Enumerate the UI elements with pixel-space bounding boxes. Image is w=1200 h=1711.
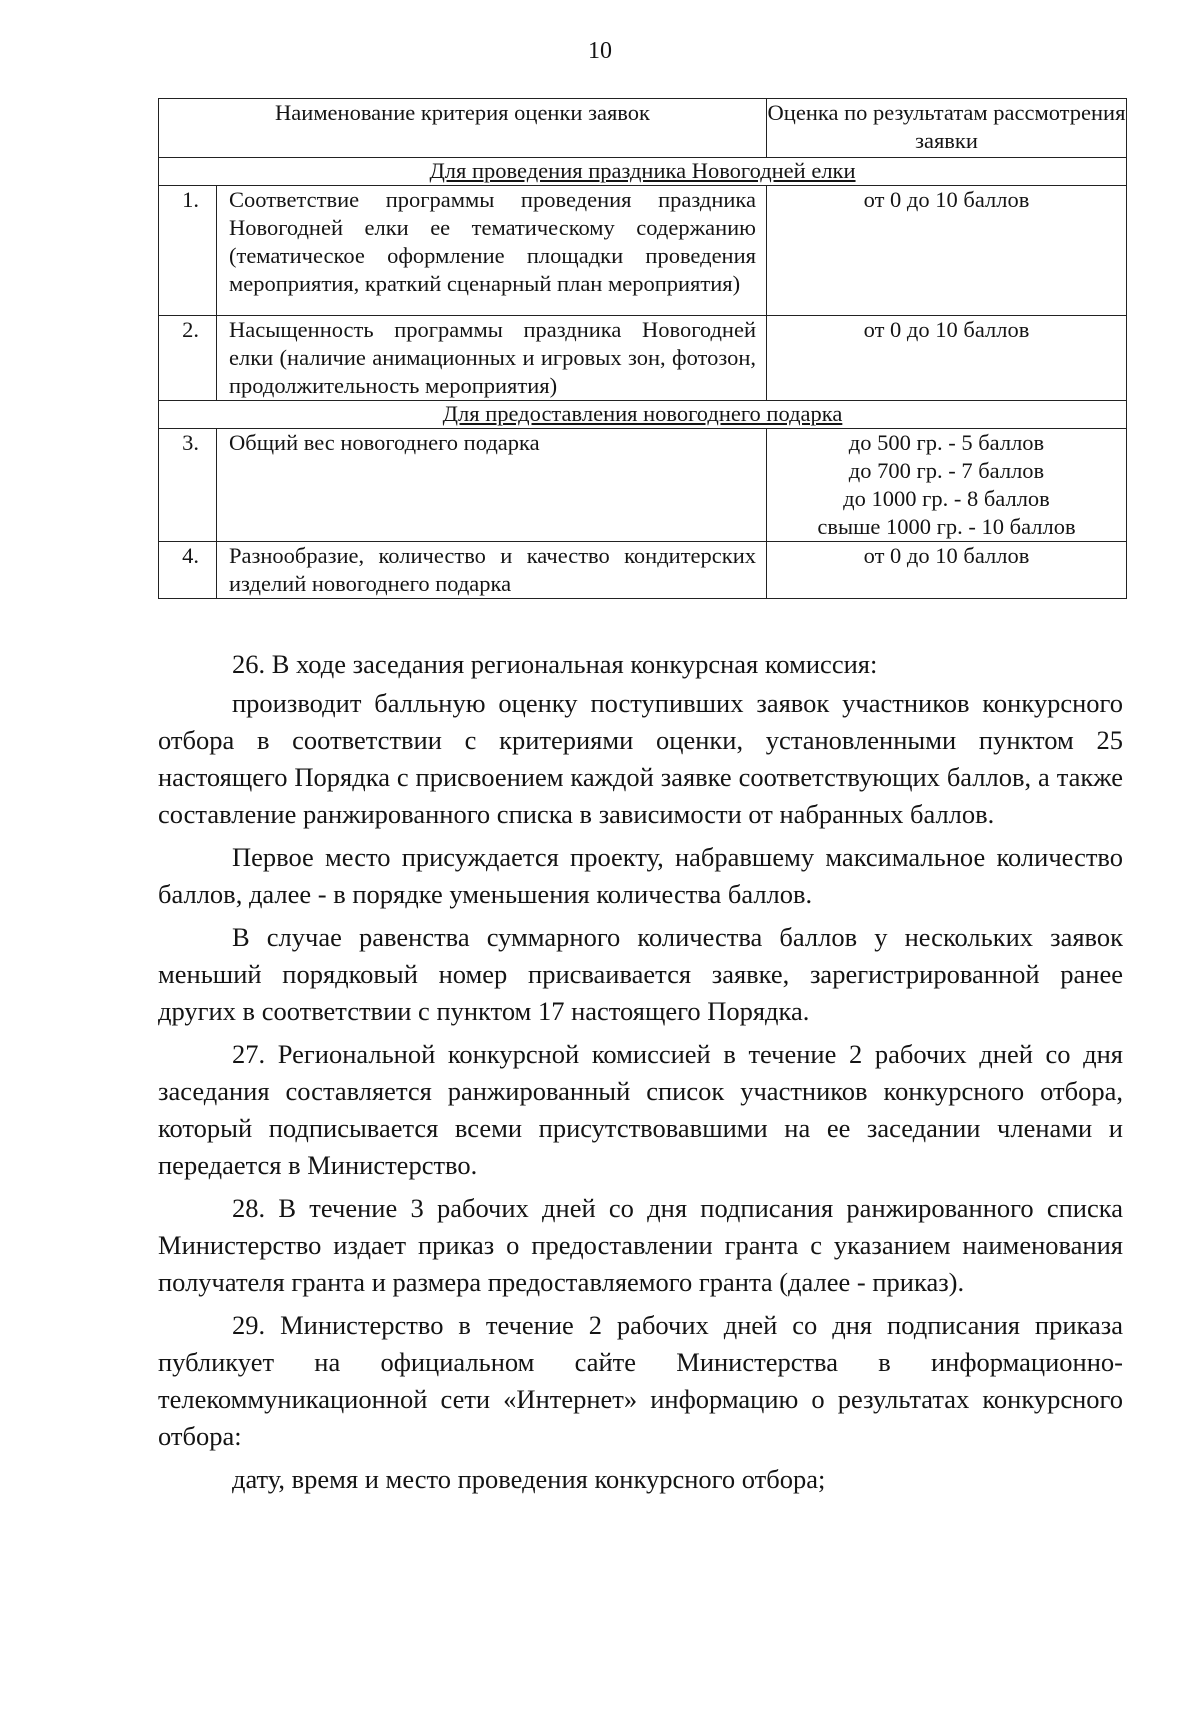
table-row [159,316,1127,401]
table-row [159,429,1127,542]
score-line: от 0 до 10 баллов [863,543,1030,568]
paragraph: производит балльную оценку поступивших заявок участников конкурсного отбора в соответствии с критериями оценки, установленными пунктом 25 настоящего Порядка с присвоением каждой заявке соответствующих баллов, а также составление ранжированного списка в зависимости от набранных баллов. [158,688,1123,829]
row-number: 4. [159,542,217,599]
row-number: 3. [159,429,217,542]
score-line: до 500 гр. - 5 баллов [848,430,1045,455]
row-criterion: Соответствие программы проведения праздника Новогодней елки ее тематическому содержанию (тематическое оформление площадки проведения мероприятия, краткий сценарный план мероприятия) [217,186,767,316]
paragraph: дату, время и место проведения конкурсного отбора; [232,1464,826,1494]
page-number: 10 [588,38,612,64]
row-score [767,542,1127,599]
score-line: от 0 до 10 баллов [863,317,1030,342]
row-criterion: Разнообразие, количество и качество кондитерских изделий новогоднего подарка [217,542,767,599]
score-line: свыше 1000 гр. - 10 баллов [817,514,1076,539]
section-title: Для предоставления новогоднего подарка [159,401,1127,429]
row-score [767,186,1127,316]
paragraph: 28. В течение 3 рабочих дней со дня подписания ранжированного списка Министерство издает приказ о предоставлении гранта с указанием наименования получателя гранта и размера предоставляемого гранта (далее - приказ). [158,1193,1123,1297]
row-number: 1. [159,186,217,316]
paragraph: В случае равенства суммарного количества баллов у нескольких заявок меньший порядковый номер присваивается заявке, зарегистрированной ранее других в соответствии с пунктом 17 настоящего Порядка. [158,922,1123,1026]
body-text [158,646,1123,1500]
section-row [159,158,1127,186]
row-number: 2. [159,316,217,401]
score-line: от 0 до 10 баллов [863,187,1030,212]
score-line: до 1000 гр. - 8 баллов [843,486,1050,511]
row-criterion: Насыщенность программы праздника Новогодней елки (наличие анимационных и игровых зон, фотозон, продолжительность мероприятия) [217,316,767,401]
paragraph: 27. Региональной конкурсной комиссией в течение 2 рабочих дней со дня заседания составляется ранжированный список участников конкурсного отбора, который подписывается всеми присутствовавшими на ее заседании членами и передается в Министерство. [158,1039,1123,1180]
section-title: Для проведения праздника Новогодней елки [159,158,1127,186]
table-row [159,542,1127,599]
table-header-row [159,99,1127,158]
score-line: до 700 гр. - 7 баллов [848,458,1045,483]
row-score [767,316,1127,401]
paragraph: 29. Министерство в течение 2 рабочих дней со дня подписания приказа публикует на официальном сайте Министерства в информационно-телекоммуникационной сети «Интернет» информацию о результатах конкурсного отбора: [158,1310,1123,1451]
section-row [159,401,1127,429]
criteria-table [158,98,1127,599]
header-score: Оценка по результатам рассмотрения заявки [767,99,1127,158]
row-criterion: Общий вес новогоднего подарка [217,429,767,542]
row-score [767,429,1127,542]
paragraph: 26. В ходе заседания региональная конкурсная комиссия: [232,649,878,679]
table-row [159,186,1127,316]
paragraph: Первое место присуждается проекту, набравшему максимальное количество баллов, далее - в порядке уменьшения количества баллов. [158,842,1123,909]
header-criterion: Наименование критерия оценки заявок [159,99,767,158]
